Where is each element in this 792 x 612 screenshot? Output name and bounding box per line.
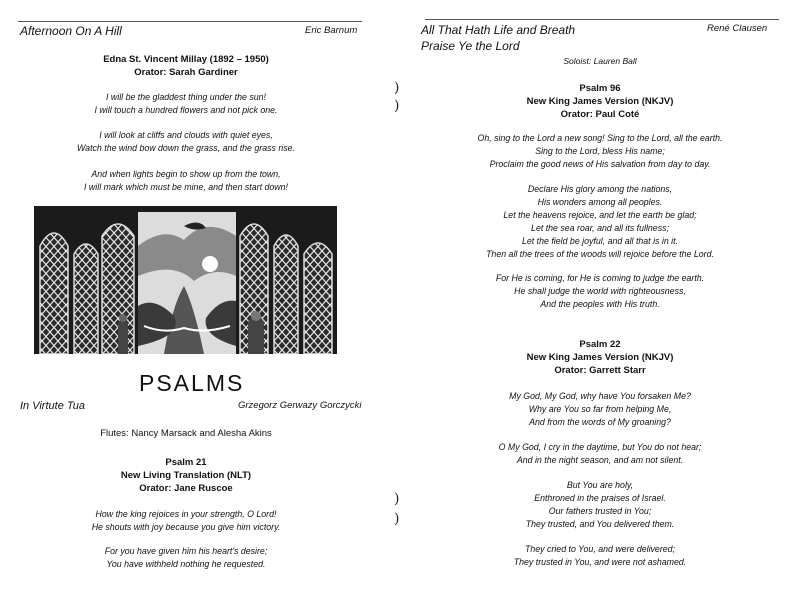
poem-line: I will be the gladdest thing under the sun! [106, 92, 266, 102]
psalm-heading: Psalm 21 [165, 457, 207, 468]
psalm-line: How the king rejoices in your strength, O Lord! [95, 509, 277, 519]
bible-version: New King James Version (NKJV) [526, 96, 674, 107]
psalm-line: For He is coming, for He is coming to judge the earth. [495, 273, 705, 283]
psalm-line: And the peoples with His truth. [540, 299, 660, 309]
soloist-credit: Soloist: Lauren Ball [563, 56, 637, 66]
psalm-line: But You are holy, [566, 480, 634, 490]
poem-line: I will look at cliffs and clouds with quiet eyes, [99, 130, 273, 140]
right-page [415, 0, 792, 612]
psalm-line: And in the night season, and am not silent. [516, 455, 684, 465]
psalm-line: His wonders among all peoples. [537, 197, 663, 207]
piece-title: In Virtute Tua [20, 400, 86, 412]
binding-mark: ) [394, 98, 400, 114]
psalm-stanza [415, 441, 785, 467]
psalm-stanza [0, 545, 372, 571]
psalm-stanza [0, 508, 372, 534]
psalm-line: Our fathers trusted in You; [548, 506, 652, 516]
psalm-line: Then all the trees of the woods will rejoice before the Lord. [486, 249, 714, 259]
psalm-stanza [415, 543, 785, 569]
psalm-credits [0, 456, 372, 495]
psalm-line: Declare His glory among the nations, [527, 184, 673, 194]
psalm-credits [415, 82, 785, 121]
psalm-heading: Psalm 22 [579, 339, 621, 350]
bible-version: New Living Translation (NLT) [120, 470, 252, 481]
header-rule [18, 21, 362, 22]
psalm-line: Let the field be joyful, and all that is in it. [522, 236, 678, 246]
psalm-credits [415, 338, 785, 377]
psalm-line: Let the heavens rejoice, and let the earth be glad; [503, 210, 697, 220]
binding-mark: ) [394, 80, 400, 96]
binding-mark: ) [394, 491, 400, 507]
orator-name: Orator: Paul Coté [560, 109, 640, 120]
bible-version: New King James Version (NKJV) [526, 352, 674, 363]
poem-stanza [0, 168, 372, 194]
psalm-stanza [415, 390, 785, 429]
composer: Grzegorz Gerwazy Gorczycki [238, 400, 362, 411]
orator-name: Orator: Garrett Starr [554, 365, 646, 376]
piece-subtitle: Praise Ye the Lord [421, 39, 520, 53]
psalm-line: My God, My God, why have You forsaken Me? [509, 391, 691, 401]
flutes-credit: Flutes: Nancy Marsack and Alesha Akins [100, 428, 272, 439]
stained-glass-window-image [34, 206, 337, 354]
piece-title: All That Hath Life and Breath [421, 23, 576, 37]
psalm-stanza [415, 183, 785, 261]
psalm-line: They trusted in You, and were not ashamed. [513, 557, 687, 567]
psalm-line: For you have given him his heart's desire; [104, 546, 268, 556]
psalm-line: O My God, I cry in the daytime, but You do not hear; [498, 442, 702, 452]
psalm-heading: Psalm 96 [579, 83, 621, 94]
composer: René Clausen [707, 23, 768, 34]
composer: Eric Barnum [305, 25, 358, 36]
poem-line: And when lights begin to show up from the town, [91, 169, 281, 179]
psalm-line: He shouts with joy because you give him victory. [91, 522, 281, 532]
psalm-line: Let the sea roar, and all its fullness; [531, 223, 669, 233]
binding-mark: ) [394, 511, 400, 527]
orator-name: Orator: Sarah Gardiner [134, 67, 238, 78]
psalm-stanza [415, 272, 785, 311]
section-title: PSALMS [139, 370, 245, 396]
psalm-line: Why are You so far from helping Me, [528, 404, 672, 414]
left-page [0, 0, 372, 612]
poem-line: I will mark which must be mine, and then start down! [84, 182, 288, 192]
psalm-stanza [415, 132, 785, 171]
psalm-stanza [415, 479, 785, 531]
psalm-line: Enthroned in the praises of Israel. [534, 493, 666, 503]
poem-stanza [0, 129, 372, 155]
poem-line: I will touch a hundred flowers and not pick one. [94, 105, 278, 115]
poem-credits [0, 53, 372, 79]
poem-line: Watch the wind bow down the grass, and the grass rise. [77, 143, 295, 153]
orator-name: Orator: Jane Ruscoe [139, 483, 233, 494]
psalm-line: You have withheld nothing he requested. [106, 559, 266, 569]
psalm-line: They cried to You, and were delivered; [525, 544, 675, 554]
poem-stanza [0, 91, 372, 117]
psalm-line: They trusted, and You delivered them. [525, 519, 675, 529]
psalm-line: He shall judge the world with righteousness, [514, 286, 686, 296]
psalm-line: Sing to the Lord, bless His name; [535, 146, 665, 156]
psalm-line: And from the words of My groaning? [529, 417, 671, 427]
header-rule [425, 19, 779, 20]
psalm-line: Oh, sing to the Lord a new song! Sing to the Lord, all the earth. [477, 133, 723, 143]
psalm-line: Proclaim the good news of His salvation from day to day. [489, 159, 711, 169]
poet-name: Edna St. Vincent Millay (1892 – 1950) [103, 54, 269, 65]
piece-title: Afternoon On A Hill [20, 24, 122, 38]
